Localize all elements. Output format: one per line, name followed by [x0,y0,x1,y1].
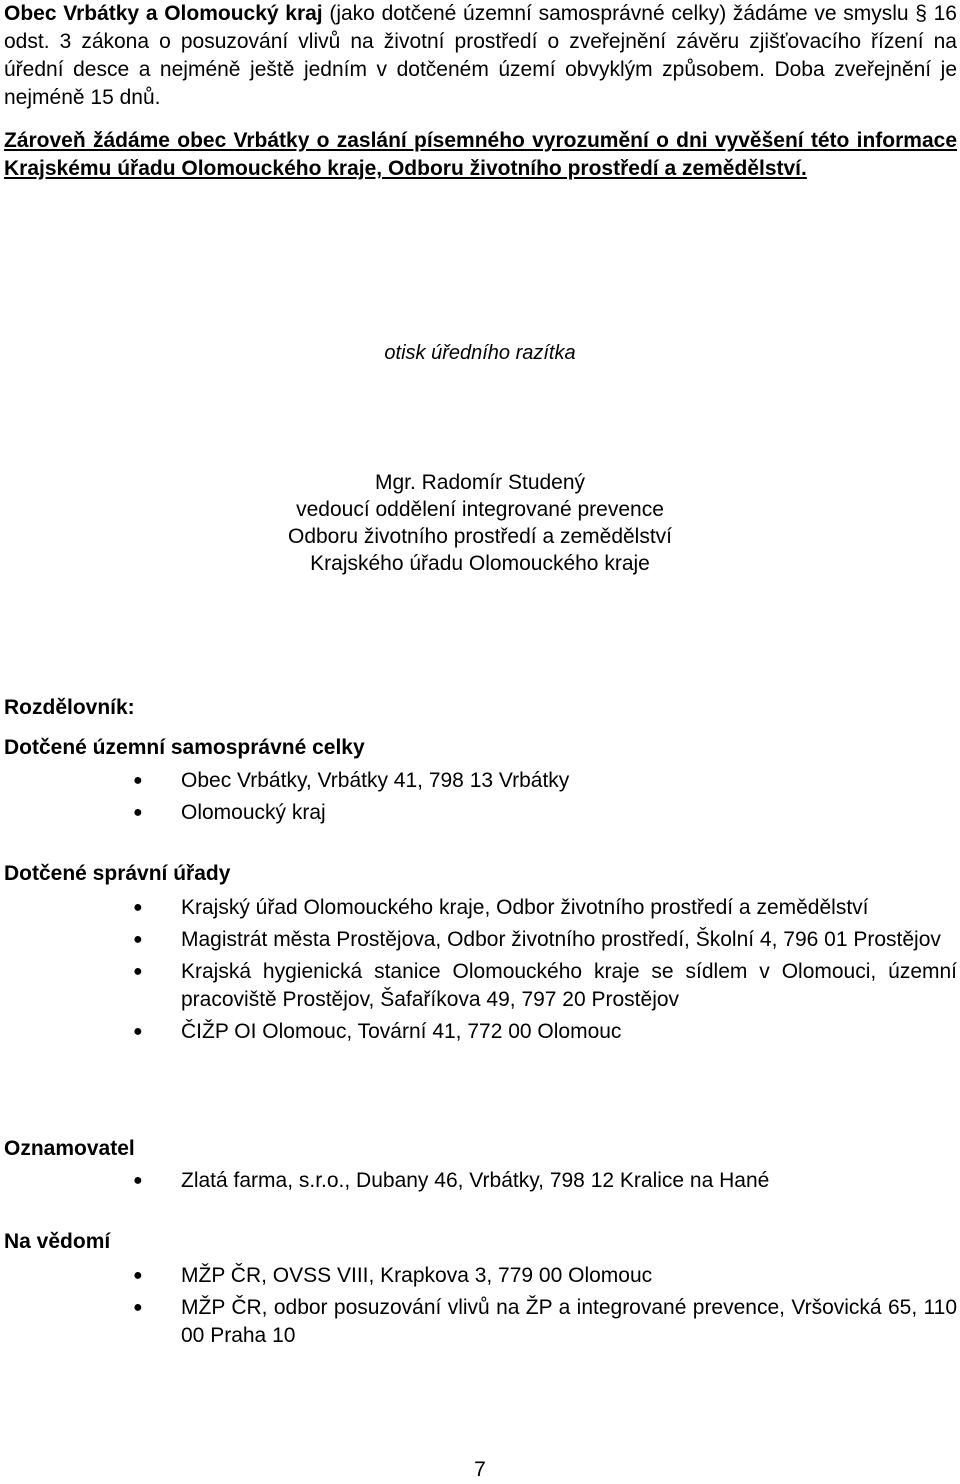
distribution-list [4,767,957,831]
section-heading: Oznamovatel [4,1137,135,1160]
section-heading: Na vědomí [4,1230,111,1253]
intro-text: (jako dotčené územní samosprávné celky) žádáme ve smyslu § 16 odst. 3 zákona o posuzování vlivů na životní prostředí o zveřejnění závěru zjišťovacího řízení na úřední desce a nejméně ještě jedním v dotčeném území obvyklým způsobem. Doba zveřejnění je nejméně 15 dnů. [4,2,957,109]
list-item: ● MŽP ČR, OVSS VIII, Krapkova 3, 779 00 Olomouc [4,1262,957,1290]
distribution-list [4,894,957,1050]
list-item: ● Magistrát města Prostějova, Odbor životního prostředí, Školní 4, 796 01 Prostějov [4,926,957,954]
bullet-icon: ● [133,1023,143,1040]
distribution-list [4,1167,957,1199]
list-item: ● Krajský úřad Olomouckého kraje, Odbor životního prostředí a zemědělství [4,894,957,922]
section-heading: Dotčené územní samosprávné celky [4,736,365,759]
bullet-icon: ● [133,804,143,821]
distribution-title: Rozdělovník: [4,696,135,719]
list-item: ● Obec Vrbátky, Vrbátky 41, 798 13 Vrbátky [4,767,957,795]
list-item: ● Zlatá farma, s.r.o., Dubany 46, Vrbátky, 798 12 Kralice na Hané [4,1167,957,1195]
section-heading: Dotčené správní úřady [4,862,231,885]
request-paragraph: Zároveň žádáme obec Vrbátky o zaslání písemného vyrozumění o dni vyvěšení této informace Krajskému úřadu Olomouckého kraje, Odboru životního prostředí a zemědělství. [4,129,957,180]
bullet-icon: ● [133,963,143,980]
bullet-icon: ● [133,1299,143,1316]
signatory-office: Krajského úřadu Olomouckého kraje [310,552,650,575]
bullet-icon: ● [133,899,143,916]
list-item: ● Olomoucký kraj [4,799,957,827]
list-item: ● MŽP ČR, odbor posuzování vlivů na ŽP a integrované prevence, Vršovická 65, 110 00 Praha 10 [133,1296,957,1347]
page-number: 7 [474,1458,486,1481]
stamp-placeholder: otisk úředního razítka [384,342,576,364]
signatory-position: vedoucí oddělení integrované prevence [296,498,664,521]
distribution-list [4,1262,957,1354]
signatory-name: Mgr. Radomír Studený [374,471,586,494]
intro-bold-subject: Obec Vrbátky a Olomoucký kraj [4,2,323,25]
list-item: ● ČIŽP OI Olomouc, Tovární 41, 772 00 Olomouc [4,1018,957,1046]
intro-paragraph [4,0,957,112]
bullet-icon: ● [133,1172,143,1189]
bullet-icon: ● [133,931,143,948]
bullet-icon: ● [133,1267,143,1284]
list-item: ● Krajská hygienická stanice Olomouckého kraje se sídlem v Olomouci, územní pracoviště Prostějov, Šafaříkova 49, 797 20 Prostějov [133,960,957,1011]
bullet-icon: ● [133,772,143,789]
signature-block [0,469,960,577]
signatory-department: Odboru životního prostředí a zemědělství [287,525,673,548]
